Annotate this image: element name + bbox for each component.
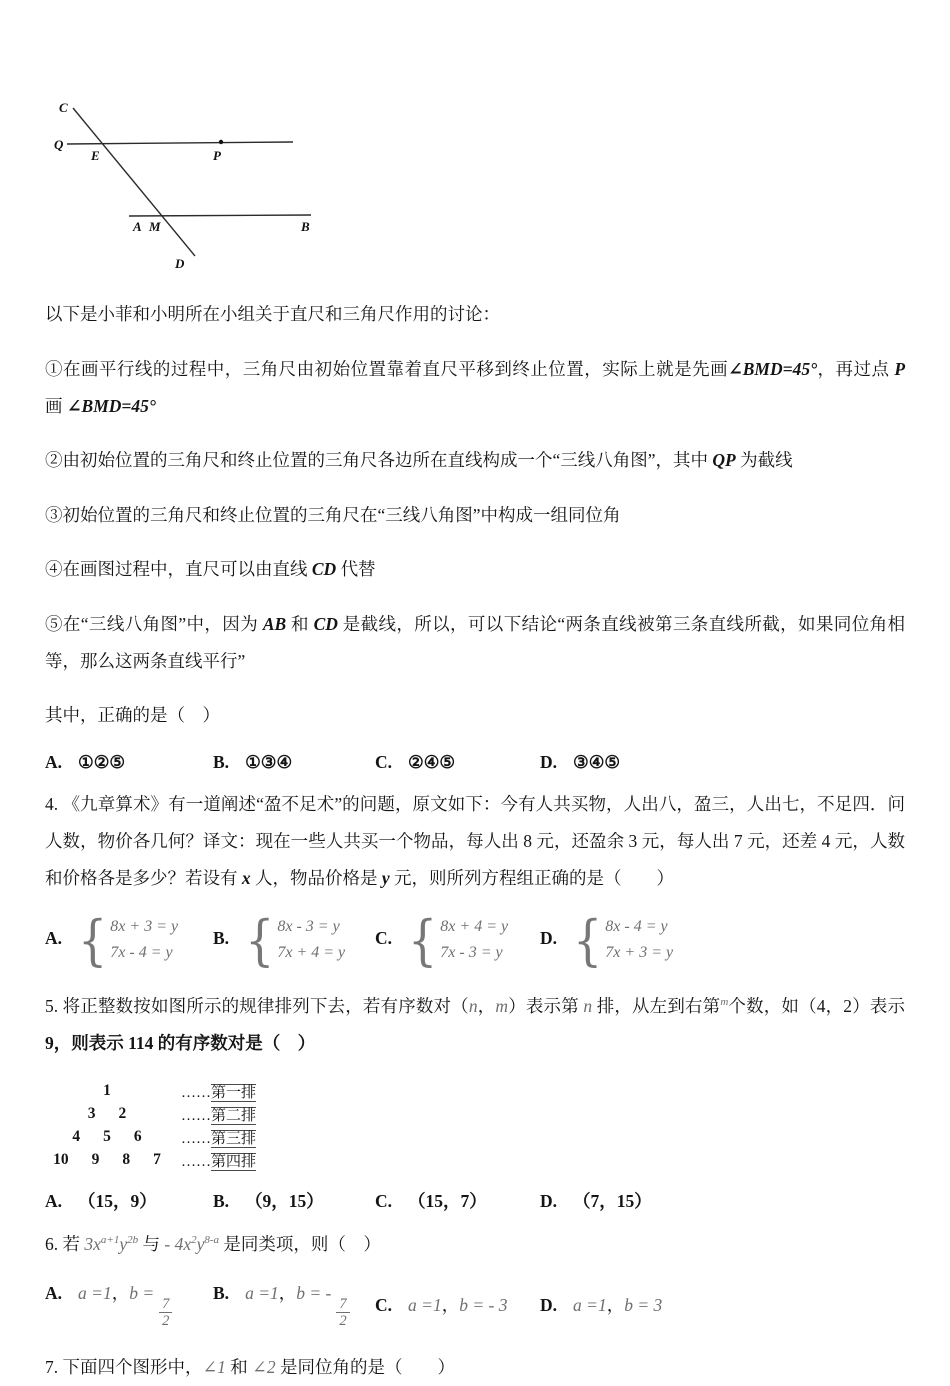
text-run: ， <box>606 1295 625 1315</box>
option-label: B. <box>213 928 230 949</box>
math-exponent: 8-a <box>204 1233 220 1246</box>
monomial-expression-1 <box>84 1234 138 1254</box>
option-label: D. <box>540 928 558 949</box>
text-run: ④在画图过程中，直尺可以由直线 <box>45 559 312 579</box>
option-value: （9，15） <box>245 1190 324 1211</box>
dots: …… <box>181 1153 211 1170</box>
pattern-row-4 <box>45 1149 905 1172</box>
point-P-dot <box>219 140 223 144</box>
label-D: D <box>175 256 185 270</box>
q4-option-d <box>540 908 905 972</box>
number: 6 <box>133 1128 142 1145</box>
brace-icon: { <box>573 908 603 972</box>
discussion-conclusion <box>45 697 905 734</box>
q4-options <box>45 908 905 972</box>
text-run: 元，则所列方程组正确的是（ ） <box>389 867 675 888</box>
equation-bottom: 7x + 3 = y <box>605 944 674 961</box>
equation-top: 8x + 4 = y <box>440 918 509 935</box>
option-value: （7，15） <box>573 1190 652 1211</box>
fraction-denominator: 2 <box>339 1313 347 1329</box>
q5-option-d <box>540 1188 905 1213</box>
q5-options <box>45 1188 905 1213</box>
number: 10 <box>53 1151 69 1168</box>
math-var: P <box>894 358 906 379</box>
option-label: A. <box>45 1283 63 1303</box>
row-numbers <box>45 1105 169 1123</box>
row-numbers <box>45 1128 169 1146</box>
math-exponent: 2b <box>127 1233 139 1246</box>
math-value: b = <box>129 1283 155 1303</box>
q6-option-a <box>45 1280 213 1329</box>
q3-options <box>45 752 905 773</box>
math-exponent: 2 <box>191 1233 197 1246</box>
option-label: C. <box>375 1295 393 1315</box>
discussion-item-1 <box>45 351 905 425</box>
text-run: 代替 <box>336 559 376 579</box>
math-var: CD <box>311 559 337 579</box>
q4-stem <box>45 786 905 897</box>
math-base: y <box>196 1233 205 1254</box>
text-run: 人，物品价格是 <box>250 867 382 888</box>
option-label: C. <box>375 1190 393 1211</box>
row-label <box>181 1104 256 1125</box>
text-run: 画 <box>45 395 67 416</box>
text-run: ， <box>111 1283 130 1303</box>
option-value: ③④⑤ <box>573 751 621 772</box>
option-label: B. <box>213 751 230 772</box>
option-label: D. <box>540 1190 558 1211</box>
q6-option-d <box>540 1292 905 1317</box>
row-label <box>181 1081 256 1102</box>
equation-system <box>408 908 509 972</box>
math-exponent: a+1 <box>100 1233 120 1246</box>
row-numbers <box>45 1082 169 1100</box>
math-var: n <box>468 996 478 1016</box>
q3-option-b <box>213 752 375 773</box>
row-label <box>181 1150 256 1171</box>
text-run: ， <box>477 996 496 1016</box>
option-value: （15，9） <box>78 1190 157 1211</box>
number: 1 <box>103 1082 111 1099</box>
option-label: D. <box>540 1295 558 1315</box>
q3-option-c <box>375 752 540 773</box>
discussion-intro <box>45 296 905 333</box>
discussion-item-2 <box>45 442 905 479</box>
dots: …… <box>181 1107 211 1124</box>
text-run: ①在画平行线的过程中，三角尺由初始位置靠着直尺平移到终止位置，实际上就是先画 <box>45 358 729 379</box>
option-label: B. <box>213 1190 230 1211</box>
line-AB <box>129 215 311 216</box>
q6-option-b <box>213 1280 375 1329</box>
number: 4 <box>72 1128 81 1145</box>
q6-option-c <box>375 1292 540 1317</box>
q6-options <box>45 1280 905 1329</box>
number-pattern-figure <box>45 1080 905 1172</box>
math-base: 3x <box>84 1233 101 1254</box>
equation-top: 8x + 3 = y <box>110 918 179 935</box>
math-value: a =1 <box>78 1283 112 1303</box>
option-label: C. <box>375 928 393 949</box>
option-label: B. <box>213 1283 230 1303</box>
pattern-row-3 <box>45 1126 905 1149</box>
number: 3 <box>87 1105 96 1122</box>
q5-option-b <box>213 1188 375 1213</box>
text-run: ，再过点 <box>817 358 895 379</box>
option-label: A. <box>45 928 63 949</box>
label-C: C <box>59 100 68 115</box>
fraction-denominator: 2 <box>162 1313 170 1329</box>
dots: …… <box>181 1130 211 1147</box>
equation-bottom: 7x - 4 = y <box>110 944 173 961</box>
math-var: m <box>495 996 509 1016</box>
q5-option-a <box>45 1188 213 1213</box>
label-Q: Q <box>54 137 64 152</box>
text-run: ③初始位置的三角尺和终止位置的三角尺在“三线八角图”中构成一组同位角 <box>45 504 621 525</box>
math-var: m <box>720 996 729 1009</box>
number: 7 <box>153 1151 161 1168</box>
number: 8 <box>122 1151 131 1168</box>
q5-stem <box>45 988 905 1062</box>
label-B: B <box>301 219 310 234</box>
q6-stem <box>45 1226 905 1263</box>
q4-option-b <box>213 908 375 972</box>
discussion-item-5 <box>45 606 905 680</box>
text-run: ⑤在“三线八角图”中，因为 <box>45 613 263 634</box>
fraction <box>336 1296 349 1329</box>
row-tag: 第二排 <box>211 1107 257 1124</box>
math-var: ∠BMD=45° <box>728 358 818 379</box>
text-run: 是同位角的是（ ） <box>275 1357 455 1377</box>
text-run-bold: 9，则表示 114 的有序数对是（ ） <box>45 1033 316 1053</box>
q3-option-a <box>45 752 213 773</box>
option-label: A. <box>45 751 63 772</box>
math-var: ∠BMD=45° <box>66 395 156 416</box>
discussion-item-3 <box>45 497 905 534</box>
pattern-row-1 <box>45 1080 905 1103</box>
geometry-figure <box>53 98 335 270</box>
text-run: ， <box>278 1283 297 1303</box>
text-run: 排，从左到右第 <box>592 996 721 1016</box>
fraction <box>159 1296 172 1329</box>
math-var: QP <box>712 450 736 470</box>
text-run: 是截线，所以，可以下结论“两条直线被第三条直线所截，如果同位角相等，那么这两条直线平行” <box>45 613 905 671</box>
text-run: ②由初始位置的三角尺和终止位置的三角尺各边所在直线构成一个“三线八角图”，其中 <box>45 450 713 470</box>
option-value: （15，7） <box>408 1190 487 1211</box>
row-label <box>181 1127 256 1148</box>
row-tag: 第一排 <box>211 1084 257 1101</box>
angle-2: ∠2 <box>252 1357 276 1377</box>
math-var: AB <box>262 613 287 634</box>
label-A: A <box>133 219 142 234</box>
math-value: a =1 <box>573 1295 607 1315</box>
text-run: 4. 《九章算术》有一道阐述“盈不足术”的问题，原文如下：今有人共买物，人出八，盈三，人出七，不足四．问人数，物价各几何？译文：现在一些人共买一个物品，每人出 8 元，还盈余 3 元，每人出 7 元，还差 4 元，人数和价格各是多少？若设有 <box>45 793 905 888</box>
math-value: b = - <box>296 1283 332 1303</box>
equation-system <box>245 908 346 972</box>
math-var: n <box>583 996 593 1016</box>
text-run: 为截线 <box>735 450 793 470</box>
monomial-expression-2 <box>164 1234 219 1254</box>
equation-system <box>573 908 674 972</box>
label-P: P <box>213 148 221 163</box>
discussion-item-4 <box>45 551 905 588</box>
q4-option-a <box>45 908 213 972</box>
row-tag: 第三排 <box>211 1130 257 1147</box>
label-E: E <box>91 148 100 163</box>
brace-icon: { <box>78 908 108 972</box>
q5-option-c <box>375 1188 540 1213</box>
math-base: - 4x <box>164 1233 192 1254</box>
math-value: b = 3 <box>624 1295 663 1315</box>
math-var: y <box>381 867 390 888</box>
math-var: x <box>241 867 251 888</box>
text-run: 个数，如（4，2）表示 <box>728 996 906 1016</box>
math-value: a =1 <box>245 1283 279 1303</box>
number: 2 <box>118 1105 127 1122</box>
q3-option-d <box>540 752 905 773</box>
q7-stem <box>45 1349 905 1386</box>
equation-lines <box>110 914 178 966</box>
number: 5 <box>103 1128 111 1145</box>
math-base: y <box>119 1233 128 1254</box>
row-numbers <box>45 1151 169 1169</box>
equation-top: 8x - 3 = y <box>277 918 340 935</box>
text-run: ）表示第 <box>508 996 584 1016</box>
number: 9 <box>91 1151 100 1168</box>
fraction-numerator: 7 <box>159 1296 172 1313</box>
row-tag: 第四排 <box>211 1153 257 1170</box>
math-value: b = - 3 <box>459 1295 508 1315</box>
label-M: M <box>149 219 161 234</box>
text-run: 与 <box>138 1233 165 1254</box>
angle-1: ∠1 <box>202 1357 226 1377</box>
pattern-row-2 <box>45 1103 905 1126</box>
fraction-numerator: 7 <box>336 1296 349 1313</box>
equation-lines <box>605 914 673 966</box>
text-run: 5. 将正整数按如图所示的规律排列下去，若有序数对（ <box>45 996 469 1016</box>
option-label: A. <box>45 1190 63 1211</box>
text-run: 和 <box>286 613 314 634</box>
text-run: 是同类项，则（ ） <box>219 1233 381 1254</box>
option-label: D. <box>540 751 558 772</box>
brace-icon: { <box>408 908 438 972</box>
q4-option-c <box>375 908 540 972</box>
math-var: CD <box>313 613 338 634</box>
option-value: ②④⑤ <box>408 751 456 772</box>
text-run: 和 <box>225 1357 253 1377</box>
option-label: C. <box>375 751 393 772</box>
text-run: 7. 下面四个图形中， <box>45 1357 203 1377</box>
equation-top: 8x - 4 = y <box>605 918 668 935</box>
math-value: a =1 <box>408 1295 442 1315</box>
text-run: 其中，正确的是（ ） <box>45 705 220 725</box>
equation-bottom: 7x + 4 = y <box>277 944 346 961</box>
equation-system <box>78 908 179 972</box>
text-run: 6. 若 <box>45 1233 85 1254</box>
equation-bottom: 7x - 3 = y <box>440 944 503 961</box>
option-value: ①③④ <box>245 751 293 772</box>
equation-lines <box>277 914 345 966</box>
equation-lines <box>440 914 508 966</box>
option-value: ①②⑤ <box>78 751 126 772</box>
text-run: 以下是小菲和小明所在小组关于直尺和三角尺作用的讨论： <box>45 304 500 324</box>
text-run: ， <box>441 1295 460 1315</box>
dots: …… <box>181 1084 211 1101</box>
brace-icon: { <box>245 908 275 972</box>
